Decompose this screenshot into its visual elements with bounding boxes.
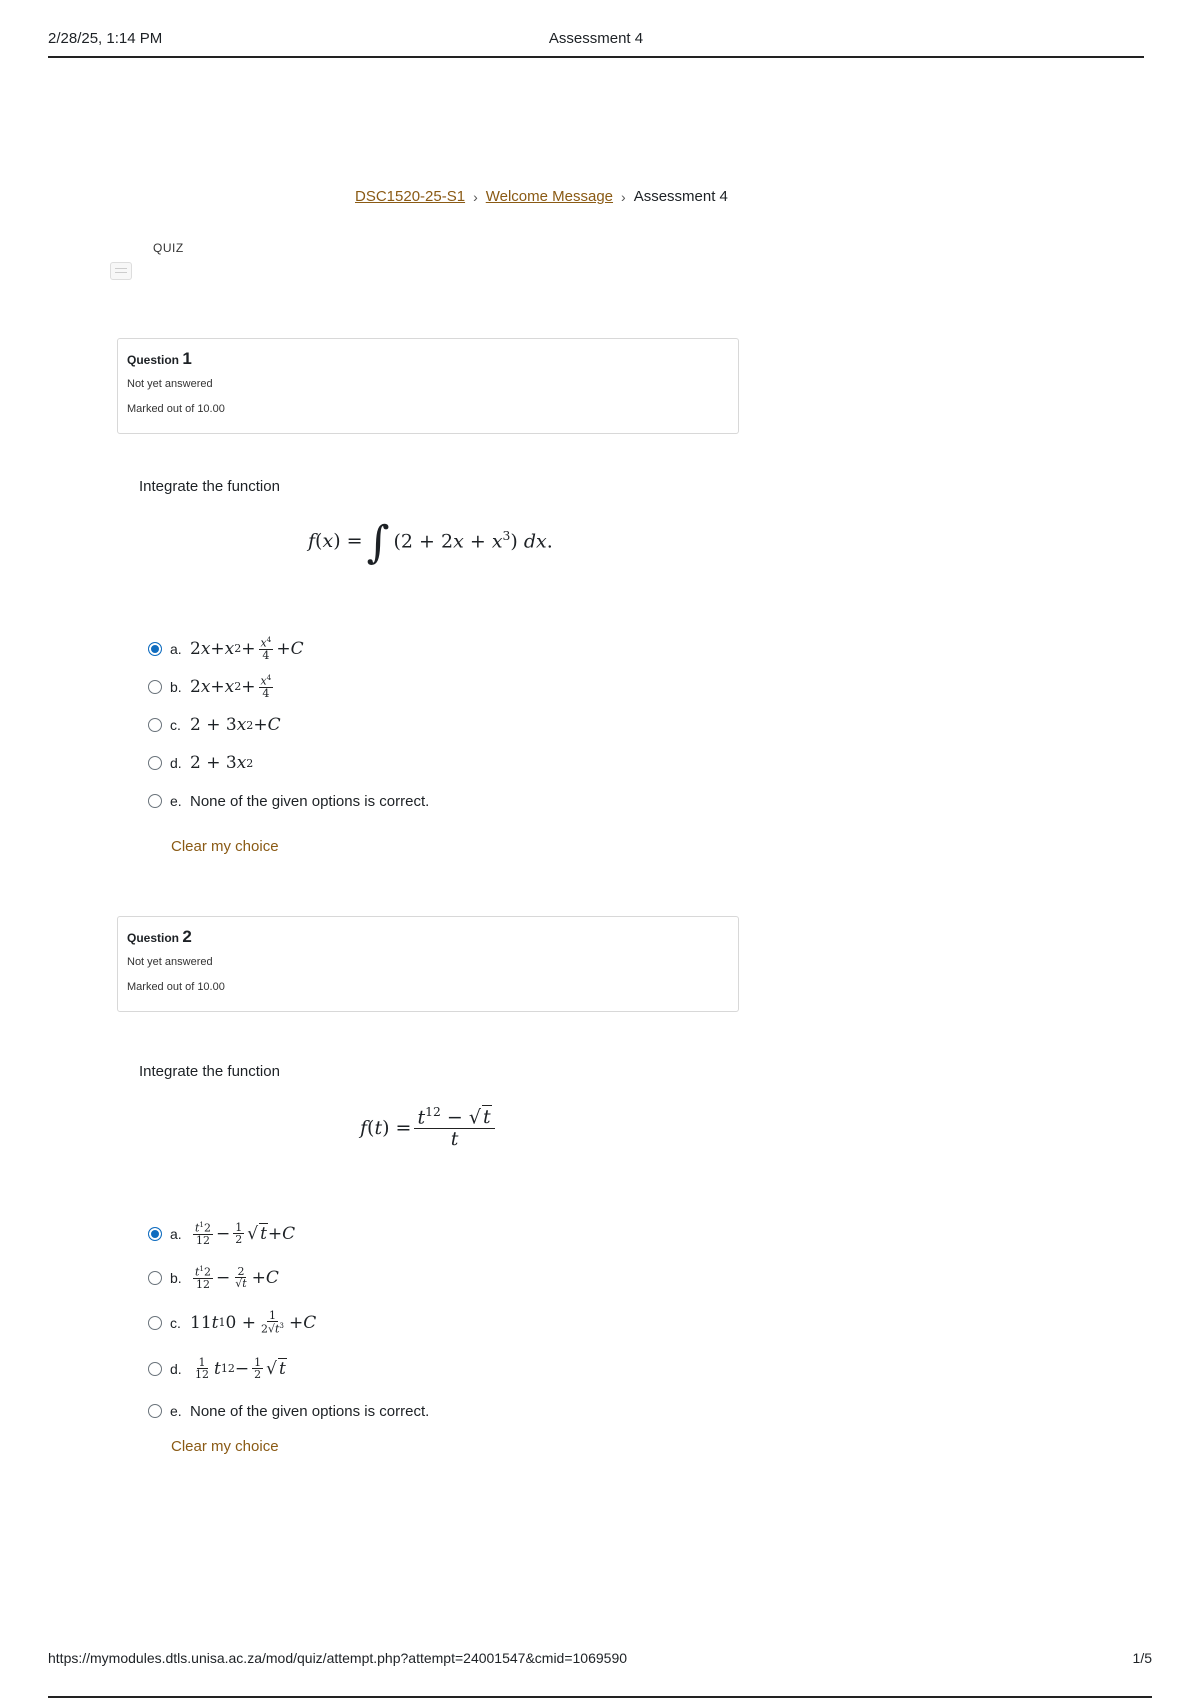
answer-text: None of the given options is correct. bbox=[190, 1402, 430, 1420]
question-2-prompt: Integrate the function bbox=[139, 1063, 280, 1080]
radio-button[interactable] bbox=[148, 1316, 162, 1330]
print-header bbox=[48, 28, 1144, 58]
question-2-formula: f(t) = $\frac{t^{12} - √ t}{t}$ bbox=[360, 1100, 498, 1156]
radio-button[interactable] bbox=[148, 1271, 162, 1285]
breadcrumb-current: Assessment 4 bbox=[633, 188, 728, 205]
answer-text: None of the given options is correct. bbox=[190, 792, 430, 810]
radio-button[interactable] bbox=[148, 1227, 162, 1241]
print-datetime: 2/28/25, 1:14 PM bbox=[48, 30, 163, 47]
question-2-answers bbox=[148, 1212, 429, 1430]
answer-option[interactable]: a. $\frac{t^12}{12}$ − $\frac{1}{2}$ √ t + C bbox=[148, 1212, 429, 1256]
print-doc-title: Assessment 4 bbox=[548, 30, 644, 47]
answer-option[interactable]: d. $\frac{1}{12}$ t 12 − $\frac{1}{2}$ √ t bbox=[148, 1346, 429, 1392]
question-1-info bbox=[117, 338, 739, 434]
clear-choice-link[interactable]: Clear my choice bbox=[171, 1438, 279, 1455]
clear-choice-link[interactable]: Clear my choice bbox=[171, 838, 279, 855]
answer-math: $\frac{t^12}{12}$ − $\frac{1}{2}$ √ t + C bbox=[195, 1219, 296, 1248]
answer-option[interactable]: e. None of the given options is correct. bbox=[148, 1392, 429, 1430]
question-1-answers bbox=[148, 630, 429, 820]
answer-math: 11 t 1 0 + $\frac{1}{2√t^3}$ + C bbox=[190, 1308, 317, 1337]
answer-option[interactable]: e. None of the given options is correct. bbox=[148, 782, 429, 820]
question-2-grade: Marked out of 10.00 bbox=[127, 981, 225, 993]
question-1-number: Question 1 bbox=[127, 349, 192, 368]
answer-math: 2 x + x 2 + $\frac{x^4}{4}$ bbox=[190, 672, 272, 701]
question-2-state: Not yet answered bbox=[127, 956, 213, 968]
radio-button[interactable] bbox=[148, 756, 162, 770]
radio-button[interactable] bbox=[148, 718, 162, 732]
radio-button[interactable] bbox=[148, 1404, 162, 1418]
radio-button[interactable] bbox=[148, 642, 162, 656]
quiz-icon bbox=[110, 262, 132, 280]
question-2-number: Question 2 bbox=[127, 927, 192, 946]
question-1-prompt: Integrate the function bbox=[139, 478, 280, 495]
answer-math: $\frac{t^12}{12}$ − $\frac{2}{√t}$ + C bbox=[195, 1263, 279, 1292]
answer-math: 2 x + x 2 + $\frac{x^4}{4}$ + C bbox=[190, 634, 304, 663]
answer-math: 2 + 3 x 2 bbox=[190, 753, 254, 773]
question-2-info bbox=[117, 916, 739, 1012]
radio-button[interactable] bbox=[148, 680, 162, 694]
answer-option[interactable]: d. 2 + 3 x 2 bbox=[148, 744, 429, 782]
print-footer bbox=[48, 1648, 1152, 1698]
activity-type-label: QUIZ bbox=[153, 241, 184, 255]
breadcrumb bbox=[355, 188, 728, 205]
radio-button[interactable] bbox=[148, 794, 162, 808]
question-1-grade: Marked out of 10.00 bbox=[127, 403, 225, 415]
answer-math: $\frac{1}{12}$ t 12 − $\frac{1}{2}$ √ t bbox=[195, 1355, 286, 1382]
answer-option[interactable]: c. 11 t 1 0 + $\frac{1}{2√t^3}$ + C bbox=[148, 1300, 429, 1346]
answer-option[interactable]: b. $\frac{t^12}{12}$ − $\frac{2}{√t}$ + C bbox=[148, 1256, 429, 1300]
breadcrumb-course-link[interactable]: DSC1520-25-S1 bbox=[355, 188, 466, 205]
question-1-formula: f(x) = ∫ $(2 + 2x + x^3)$ dx. bbox=[308, 517, 553, 568]
question-1-state: Not yet answered bbox=[127, 378, 213, 390]
answer-option[interactable]: b. 2 x + x 2 + $\frac{x^4}{4}$ bbox=[148, 668, 429, 706]
answer-math: 2 + 3 x 2 + C bbox=[190, 715, 281, 735]
radio-button[interactable] bbox=[148, 1362, 162, 1376]
answer-option[interactable]: a. 2 x + x 2 + $\frac{x^4}{4}$ + C bbox=[148, 630, 429, 668]
chevron-right-icon: › bbox=[621, 188, 626, 205]
answer-option[interactable]: c. 2 + 3 x 2 + C bbox=[148, 706, 429, 744]
breadcrumb-section-link[interactable]: Welcome Message bbox=[485, 188, 614, 205]
print-page-number: 1/5 bbox=[1132, 1650, 1152, 1666]
chevron-right-icon: › bbox=[473, 188, 478, 205]
print-url: https://mymodules.dtls.unisa.ac.za/mod/quiz/attempt.php?attempt=24001547&cmid=1069590 bbox=[48, 1650, 628, 1666]
